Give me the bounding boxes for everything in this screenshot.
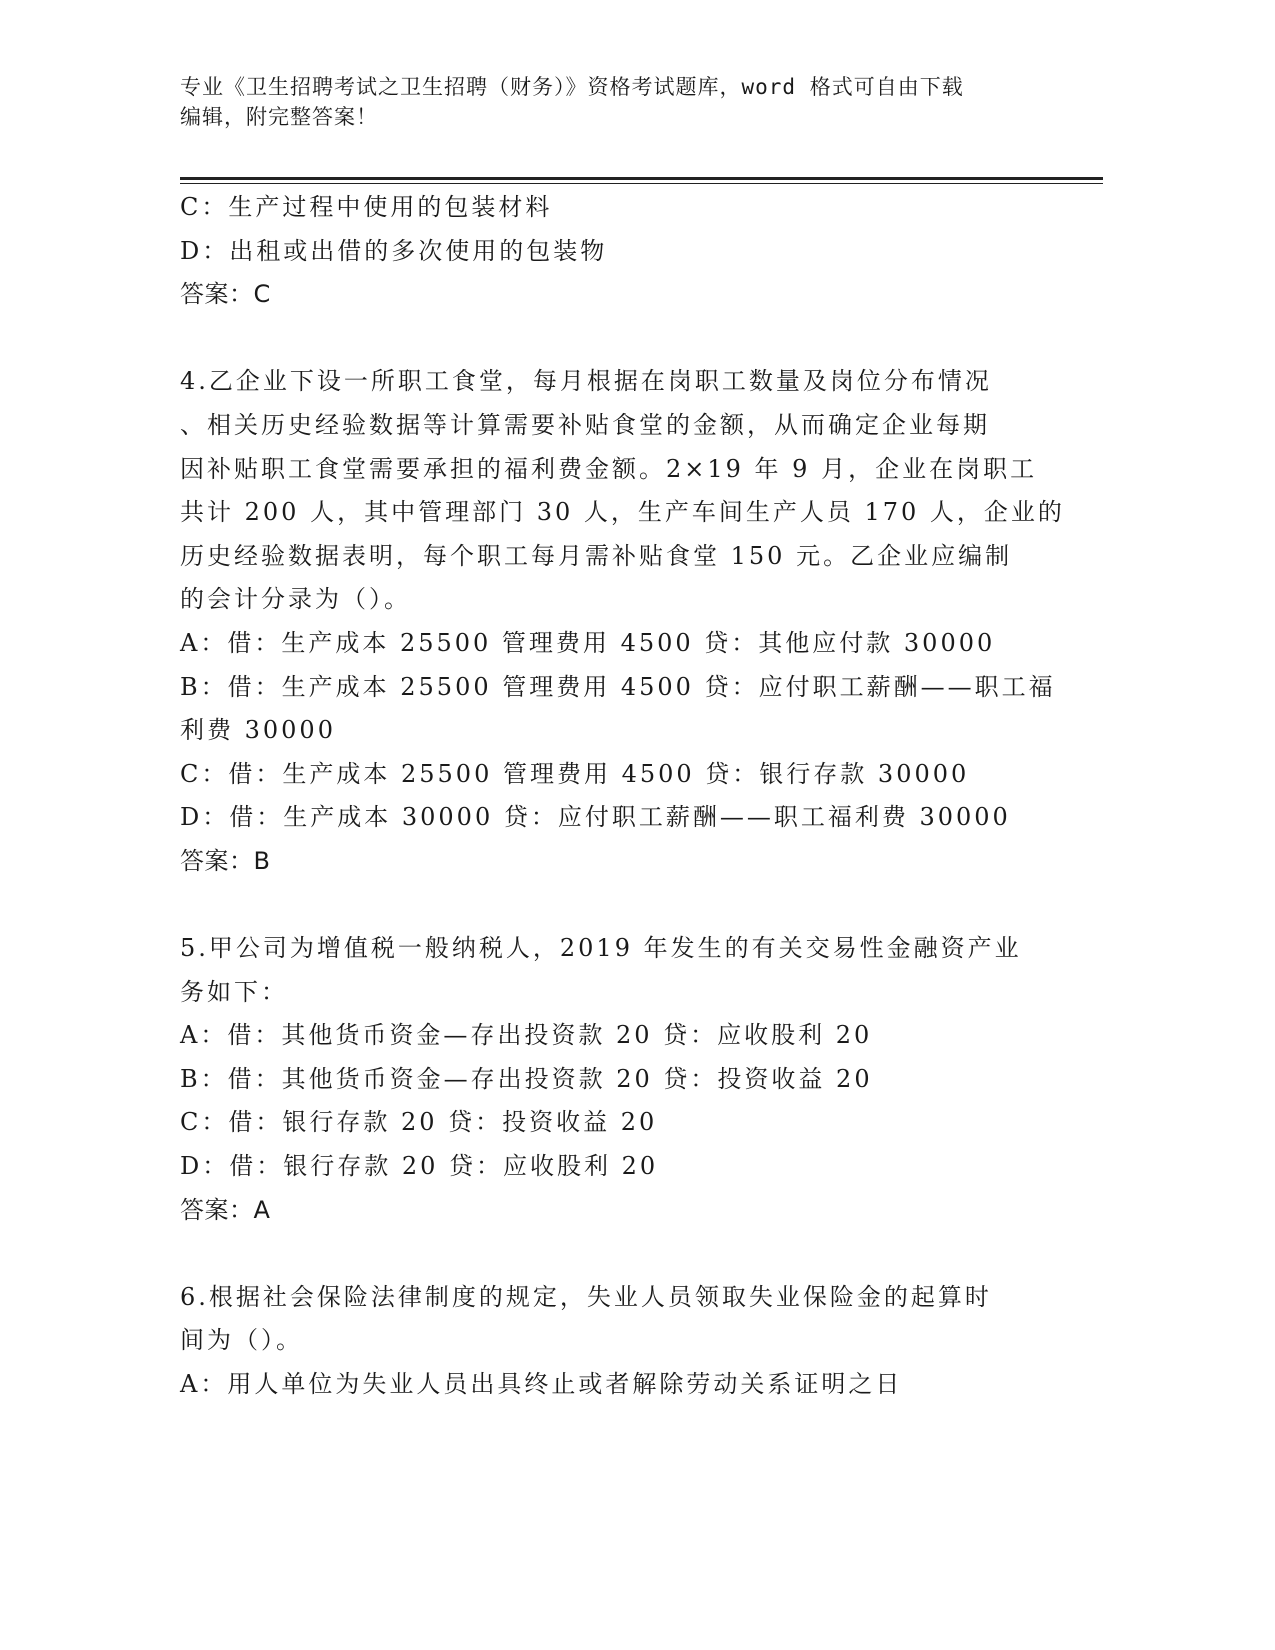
header-rule-thick [180,177,1103,180]
q5-stem-line: 5.甲公司为增值税一般纳税人，2019 年发生的有关交易性金融资产业 [180,934,1022,963]
header-line-2: 编辑，附完整答案！ [180,105,378,129]
q4-option-a: A：借：生产成本 25500 管理费用 4500 贷：其他应付款 30000 [180,628,996,657]
q5-stem-line: 务如下： [180,977,288,1006]
q6-option-a: A：用人单位为失业人员出具终止或者解除劳动关系证明之日 [180,1370,903,1399]
spacer [180,884,1060,928]
q4-option-d: D：借：生产成本 30000 贷：应付职工薪酬——职工福利费 30000 [180,803,1011,832]
spacer [180,1232,1060,1276]
q4-stem-line: 因补贴职工食堂需要承担的福利费金额。2×19 年 9 月，企业在岗职工 [180,454,1038,483]
spacer [180,317,1060,361]
header-rule-thin [180,183,1103,184]
q3-option-d: D：出租或出借的多次使用的包装物 [180,236,608,265]
q4-option-b: B：借：生产成本 25500 管理费用 4500 贷：应付职工薪酬——职工福 [180,672,1056,701]
q6-stem-line: 间为（）。 [180,1326,303,1355]
document-body [180,186,1065,1407]
q4-option-b-continued: 利费 30000 [180,716,336,745]
document-header [180,72,1040,132]
q4-stem-line: 4.乙企业下设一所职工食堂，每月根据在岗职工数量及岗位分布情况 [180,367,992,396]
q4-stem-line: 历史经验数据表明，每个职工每月需补贴食堂 150 元。乙企业应编制 [180,541,1013,570]
q4-option-c: C：借：生产成本 25500 管理费用 4500 贷：银行存款 30000 [180,759,970,788]
q4-stem-line: 的会计分录为（）。 [180,585,411,614]
q5-option-c: C：借：银行存款 20 贷：投资收益 20 [180,1108,658,1137]
q4-stem-line: 、相关历史经验数据等计算需要补贴食堂的金额，从而确定企业每期 [180,410,990,439]
q4-answer: 答案：B [180,846,271,875]
q3-option-c: C：生产过程中使用的包装材料 [180,193,553,221]
q5-option-d: D：借：银行存款 20 贷：应收股利 20 [180,1152,659,1181]
q5-option-a: A：借：其他货币资金—存出投资款 20 贷：应收股利 20 [180,1021,873,1050]
q5-option-b: B：借：其他货币资金—存出投资款 20 贷：投资收益 20 [180,1064,873,1093]
q6-stem-line: 6.根据社会保险法律制度的规定，失业人员领取失业保险金的起算时 [180,1282,992,1311]
header-line-1: 专业《卫生招聘考试之卫生招聘（财务）》资格考试题库，word 格式可自由下载 [180,75,964,99]
q5-answer: 答案：A [180,1195,271,1224]
q3-answer: 答案：C [180,280,271,309]
q4-stem-line: 共计 200 人，其中管理部门 30 人，生产车间生产人员 170 人，企业的 [180,498,1065,527]
